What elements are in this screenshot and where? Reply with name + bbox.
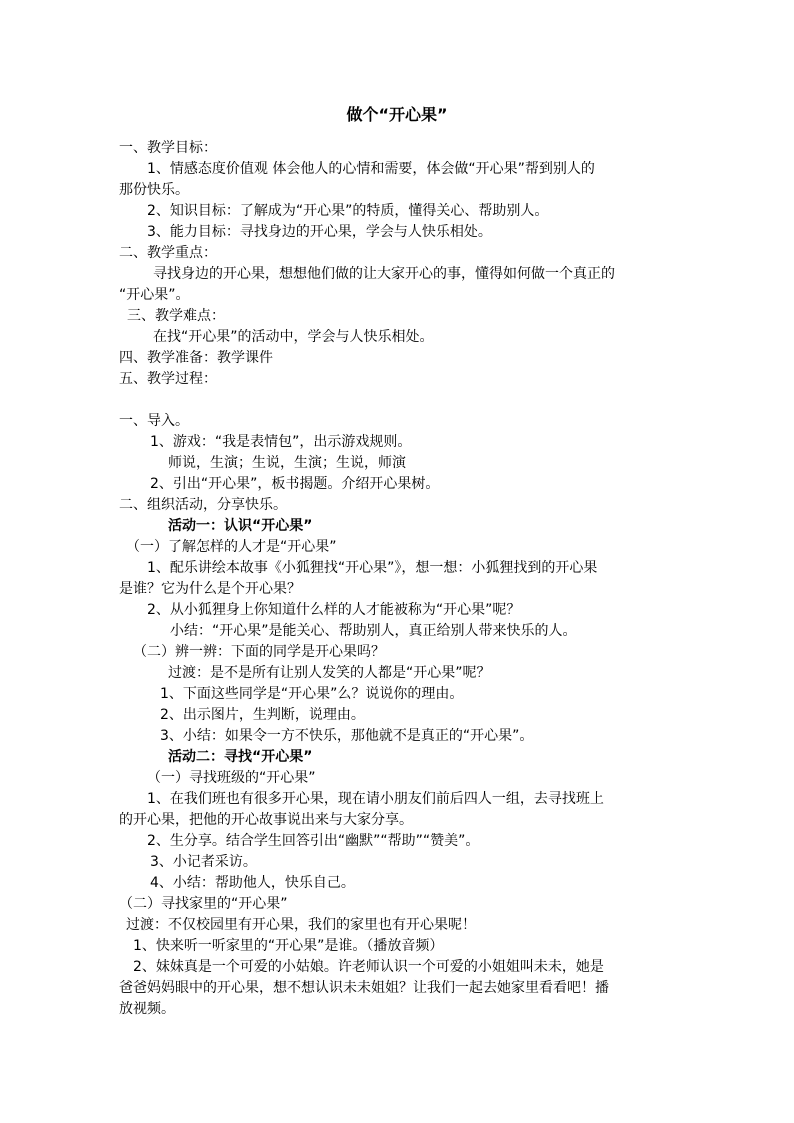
paragraph-line: 1、配乐讲绘本故事《小狐狸找“开心果”》，想一想：小狐狸找到的开心果 [147,560,598,576]
section-heading: 二、教学重点： [119,245,217,261]
paragraph-line: 2、出示图片，生判断，说理由。 [160,707,365,723]
paragraph-line: 3、能力目标：寻找身边的开心果，学会与人快乐相处。 [147,224,492,240]
activity-heading: 活动二：寻找“开心果” [168,749,313,765]
section-heading: 四、教学准备：教学课件 [119,350,273,366]
activity-heading: 活动一：认识“开心果” [168,518,313,534]
section-heading: 三、教学难点： [127,308,225,324]
paragraph-line: 寻找身边的开心果，想想他们做的让大家开心的事，懂得如何做一个真正的 [153,266,615,282]
subsection-heading: （二）寻找家里的“开心果” [119,896,288,912]
document-title: 做个“开心果” [346,105,448,124]
subsection-heading: （一）了解怎样的人才是“开心果” [126,539,337,555]
paragraph-line: 1、在我们班也有很多开心果，现在请小朋友们前后四人一组，去寻找班上 [147,791,604,807]
paragraph-line: 过渡：不仅校园里有开心果，我们的家里也有开心果呢！ [126,917,476,933]
section-heading: 一、教学目标： [119,140,217,156]
section-heading: 一、导入。 [119,413,189,429]
paragraph-line: 4、小结：帮助他人，快乐自己。 [150,875,355,891]
paragraph-line: 2、引出“开心果”，板书揭题。介绍开心果树。 [150,476,440,492]
paragraph-line: “开心果”。 [119,287,190,303]
paragraph-line: 3、小记者采访。 [150,854,257,870]
subsection-heading: （一）寻找班级的“开心果” [147,770,316,786]
paragraph-line: 那份快乐。 [119,182,189,198]
paragraph-line: 2、生分享。结合学生回答引出“幽默”“帮助”“赞美”。 [147,833,480,849]
paragraph-line: 小结：“开心果”是能关心、帮助别人，真正给别人带来快乐的人。 [170,623,577,639]
paragraph-line: 2、妹妹真是一个可爱的小姑娘。许老师认识一个可爱的小姐姐叫未未，她是 [133,959,604,975]
paragraph-line: 1、下面这些同学是“开心果”么？说说你的理由。 [160,686,464,702]
paragraph-line: 过渡：是不是所有让别人发笑的人都是“开心果”呢？ [168,665,491,681]
paragraph-line: 在找“开心果”的活动中，学会与人快乐相处。 [153,329,434,345]
paragraph-line: 爸爸妈妈眼中的开心果，想不想认识未未姐姐？让我们一起去她家里看看吧！播 [119,980,609,996]
paragraph-line: 1、快来听一听家里的“开心果”是谁。（播放音频） [133,938,444,954]
paragraph-line: 是谁？它为什么是个开心果？ [119,581,301,597]
paragraph-line: 放视频。 [119,1001,175,1017]
paragraph-line: 2、从小狐狸身上你知道什么样的人才能被称为“开心果”呢？ [147,602,521,618]
paragraph-line: 2、知识目标：了解成为“开心果”的特质，懂得关心、帮助别人。 [147,203,549,219]
subsection-heading: （二）辨一辨：下面的同学是开心果吗？ [133,644,385,660]
paragraph-line: 1、情感态度价值观 体会他人的心情和需要，体会做“开心果”帮到别人的 [147,161,595,177]
paragraph-line: 1、游戏：“我是表情包”，出示游戏规则。 [150,434,412,450]
paragraph-line: 的开心果，把他的开心故事说出来与大家分享。 [119,812,413,828]
paragraph-line: 师说，生演；生说，生演；生说，师演 [168,455,406,471]
section-heading: 五、教学过程： [119,371,217,387]
section-heading: 二、组织活动，分享快乐。 [119,497,287,513]
paragraph-line: 3、小结：如果令一方不快乐，那他就不是真正的“开心果”。 [160,728,534,744]
